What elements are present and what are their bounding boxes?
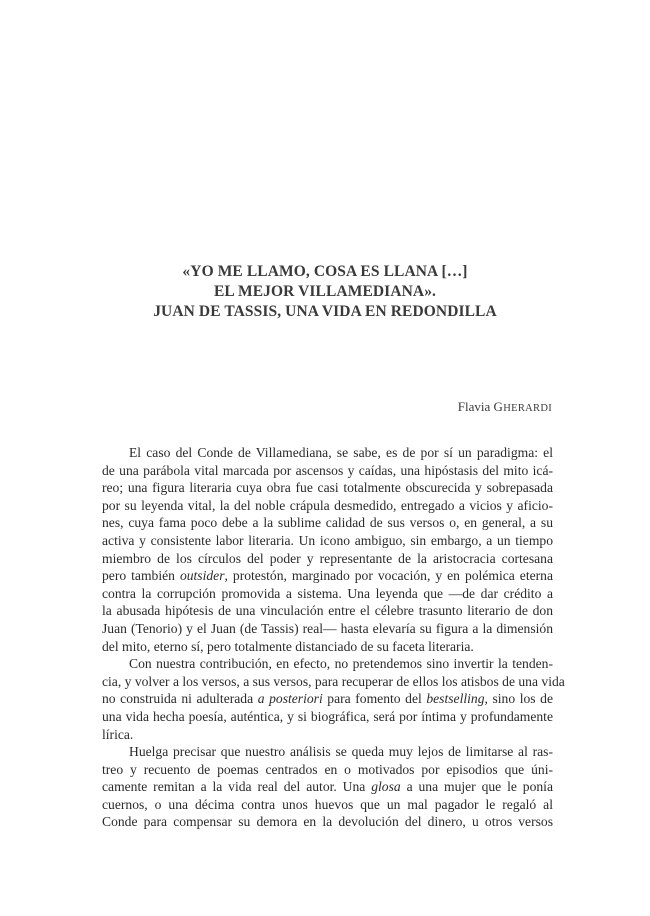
text-line: El caso del Conde de Villamediana, se sabe, es de por sí un paradigma: el: [129, 445, 553, 460]
chapter-title: [100, 262, 550, 322]
title-line-1: «YO ME LLAMO, COSA ES LLANA […]: [182, 263, 468, 280]
text-line: lírica.: [102, 726, 134, 742]
text-line: Huelga precisar que nuestro análisis se queda muy lejos de limitarse al ras-: [129, 744, 553, 760]
author-first-name: Flavia: [457, 399, 491, 414]
text-line: reo; una figura literaria cuya obra fue casi totalmente obscurecida y sobrepasada: [102, 480, 553, 496]
paragraph-1: [102, 444, 553, 655]
text-line: por su leyenda vital, la del noble crápula desmedido, entregado a vicios y aficio-: [102, 497, 553, 513]
text-line: no construida ni adulterada a posteriori para fomento del bestselling, sino los de: [102, 691, 553, 707]
text-line: Conde para compensar su demora en la devolución del dinero, u otros versos: [102, 814, 553, 830]
text-line: cuernos, o una décima contra unos huevos que un mal pagador le regaló al: [102, 796, 553, 812]
paragraph-2: [102, 655, 565, 743]
text-line: contra la corrupción promovida a sistema. Una leyenda que —de dar crédito a: [102, 585, 553, 601]
text-line: pero también outsider, protestón, marginado por vocación, y en polémica eterna: [102, 568, 553, 584]
text-line: Juan (Tenorio) y el Juan (de Tassis) real— hasta elevaría su figura a la dimensión: [102, 620, 553, 636]
text-line: una vida hecha poesía, auténtica, y si biográfica, será por íntima y profundamente: [102, 708, 553, 724]
text-line: miembro de los círculos del poder y representante de la aristocracia cortesana: [102, 550, 553, 566]
text-line: activa y consistente labor literaria. Un icono ambiguo, sin embargo, a un tiempo: [102, 532, 553, 548]
text-line: de una parábola vital marcada por ascensos y caídas, una hipóstasis del mito icá-: [102, 462, 553, 478]
body-text: [102, 444, 565, 831]
text-line: cia, y volver a los versos, a sus versos, para recuperar de ellos los atisbos de una vida: [102, 673, 565, 689]
title-line-2: EL MEJOR VILLAMEDIANA».: [213, 283, 437, 300]
text-line: Con nuestra contribución, en efecto, no pretendemos sino invertir la tenden-: [129, 656, 553, 672]
author-last-name: GHERARDI: [493, 399, 552, 414]
author-name: [458, 399, 552, 415]
text-line: camente remitan a la vida real del autor. Una glosa a una mujer que le ponía: [102, 779, 553, 795]
text-line: la abusada hipótesis de una vinculación entre el célebre trasunto literario de don: [102, 603, 553, 619]
text-line: del mito, eterno sí, pero totalmente distanciado de su faceta literaria.: [102, 638, 474, 654]
title-line-3: JUAN DE TASSIS, UNA VIDA EN REDONDILLA: [153, 303, 497, 320]
paragraph-3: [102, 743, 553, 831]
text-line: treo y recuento de poemas centrados en o motivados por episodios que úni-: [102, 761, 553, 777]
text-line: nes, cuya fama poco debe a la sublime calidad de sus versos o, en general, a su: [102, 515, 553, 531]
